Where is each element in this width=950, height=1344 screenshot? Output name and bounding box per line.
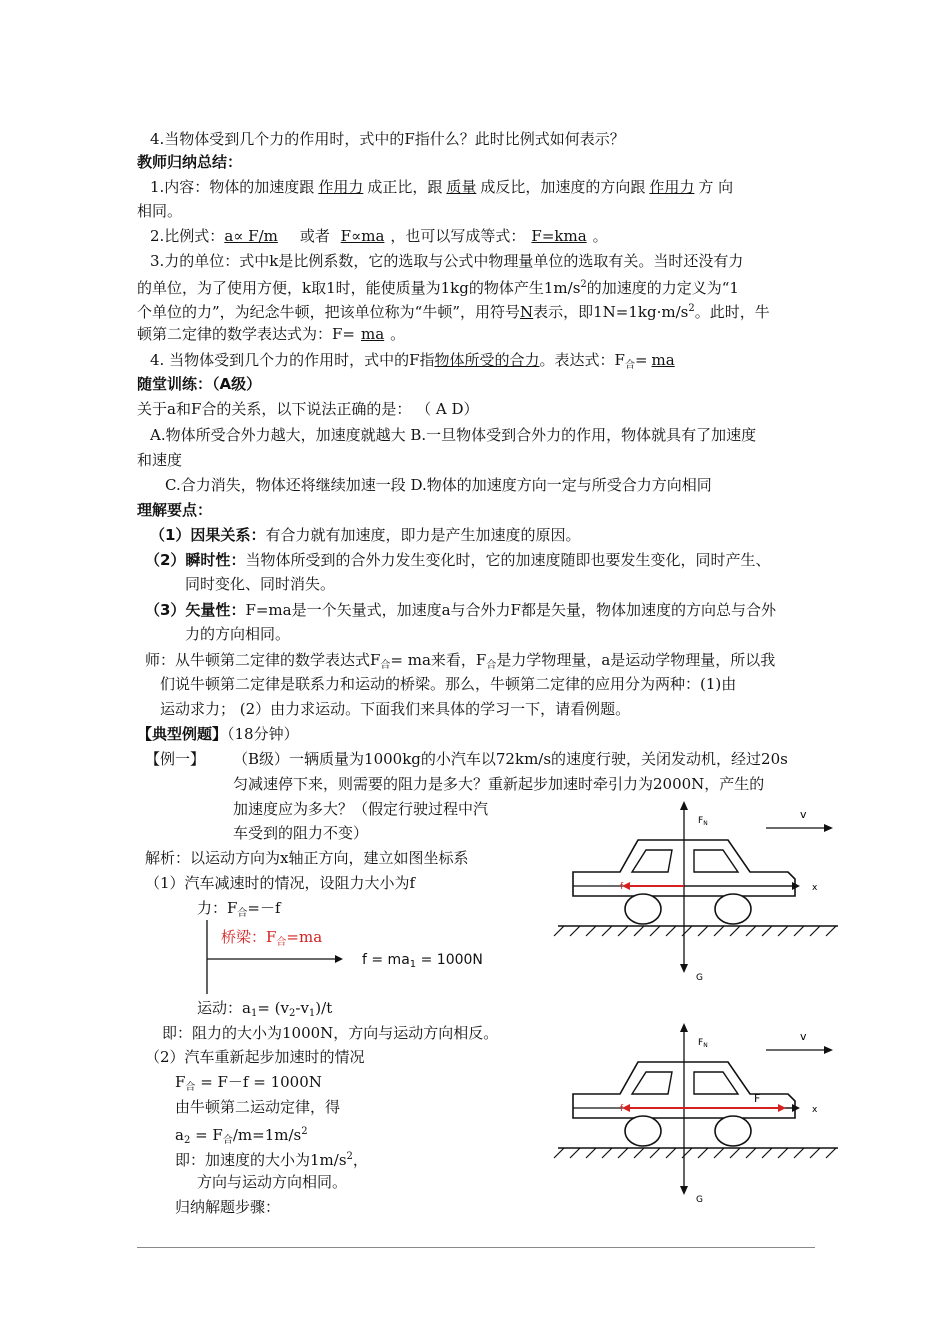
summary-proportion: 2.比例式：a∝ F/m 或者 F∝ma ，也可以写成等式： F=kma 。 [150,227,608,245]
acceleration-equation: $a_2 = F_合/m=1m/s^2$ [175,1126,308,1146]
newton-law-text: 由牛顿第二运动定律，得 [175,1098,341,1116]
summary-content-2: 相同。 [137,202,183,220]
motion-equation: 运动：$a_1= (v_2-v_1)/t$ [197,999,333,1019]
example-1-line-2: 匀减速停下来，则需要的阻力是多大？重新起步加速时牵引力为2000N，产生的 [233,775,765,793]
footer-rule [137,1247,815,1248]
question-4: 4.当物体受到几个力的作用时，式中的F指什么？此时比例式如何表示？ [150,130,625,148]
key-point-vector: （3）矢量性：F=ma是一个矢量式，加速度a与合外力F都是矢量，物体加速度的方向总与合外 [145,601,776,619]
traction-label: F [754,1092,761,1105]
training-options-cd: C.合力消失，物体还将继续加速一段 D.物体的加速度方向一定与所受合力方向相同 [165,476,712,494]
net-force-equation: $F_合 = F-f = 1000N$ [175,1073,322,1093]
summary-content: 1.内容：物体的加速度跟 作用力 成正比，跟 质量 成反比，加速度的方向跟 作用力 方 向 [150,178,734,196]
wheel-rear [715,1116,751,1146]
friction-label: f [620,1104,624,1114]
case-2-heading: （2）汽车重新起步加速时的情况 [145,1048,365,1066]
gravity-label: G [696,973,703,983]
summary-unit-2: 的单位，为了使用方便，k取1时，能使质量为1kg的物体产生$1m/s^2$的加速度的力定义为“1 [137,279,739,297]
training-question: 关于a和F合的关系，以下说法正确的是： （ A D） [137,400,479,418]
result-2: 即：加速度的大小为$1m/s^2$， [175,1151,368,1169]
car-diagram-decelerating [548,800,838,985]
examples-heading: 【典型例题】（18分钟） [137,725,299,743]
summary-net-force: 4. 当物体受到几个力的作用时，式中的F指物体所受的合力。表达式：$F_合=$ ma [150,351,675,371]
example-1-line-4: 车受到的阻力不变） [233,824,369,842]
gravity-label: G [696,1195,703,1205]
x-axis-label: x [812,1105,818,1115]
normal-force-label: $F_N$ [698,1038,708,1049]
bridge-label: 桥梁：$F_合=ma$ [221,928,323,948]
example-1-line-1: （B级）一辆质量为1000kg的小汽车以72km/s的速度行驶，关闭发动机，经过20s [233,750,788,768]
teacher-remark-1: 师：从牛顿第二定律的数学表达式$F_合=$ ma来看，$F_合$是力学物理量，a是运动学物理量，所以我 [145,651,776,671]
summary-unit-3: 个单位的力”，为纪念牛顿，把该单位称为“牛顿”，用符号N表示，即$1N=1kg\cdot m/s^2$。此时，牛 [137,303,770,321]
teacher-remark-2: 们说牛顿第二定律是联系力和运动的桥梁。那么，牛顿第二定律的应用分为两种：(1)由 [160,675,737,693]
summary-unit-1: 3.力的单位：式中k是比例系数，它的选取与公式中物理量单位的选取有关。当时还没有力 [150,252,744,270]
training-options-ab: A.物体所受合外力越大，加速度就越大 B.一旦物体受到合外力的作用，物体就具有了加速度 [150,426,757,444]
friction-result: $f = ma_1 = 1000N$ [362,952,483,970]
wheel-front [625,1116,661,1146]
wheel-rear [715,894,751,924]
solution-steps: 归纳解题步骤： [175,1198,281,1216]
normal-force-label: $F_N$ [698,816,708,827]
teacher-remark-3: 运动求力； (2）由力求运动。下面我们来具体的学习一下，请看例题。 [160,700,631,718]
velocity-label: v [800,808,807,821]
x-axis-label: x [812,883,818,893]
summary-heading: 教师归纳总结： [137,153,243,171]
force-equation: 力：$F_合=-f$ [197,899,281,919]
analysis: 解析：以运动方向为x轴正方向，建立如图坐标系 [145,849,469,867]
car-diagram-accelerating [548,1022,838,1207]
training-options-ab-2: 和速度 [137,451,183,469]
example-1-line-3: 加速度应为多大？（假定行驶过程中汽 [233,800,489,818]
friction-label: f [620,882,624,892]
example-1-label: 【例一】 [145,750,206,768]
key-points-heading: 理解要点： [137,501,213,519]
key-point-causal: （1）因果关系：有合力就有加速度，即力是产生加速度的原因。 [150,526,581,544]
key-point-instant-2: 同时变化、同时消失。 [185,575,336,593]
wheel-front [625,894,661,924]
key-point-vector-2: 力的方向相同。 [185,625,291,643]
case-1-heading: （1）汽车减速时的情况，设阻力大小为f [145,874,416,892]
training-heading: 随堂训练：（A级） [137,375,262,393]
summary-unit-4: 顿第二定律的数学表达式为：F= ma 。 [137,325,406,343]
velocity-label: v [800,1030,807,1043]
key-point-instant: （2）瞬时性：当物体所受到的合外力发生变化时，它的加速度随即也要发生变化，同时产生、 [145,551,771,569]
result-2-direction: 方向与运动方向相同。 [197,1173,348,1191]
result-1: 即：阻力的大小为1000N，方向与运动方向相反。 [162,1024,499,1042]
